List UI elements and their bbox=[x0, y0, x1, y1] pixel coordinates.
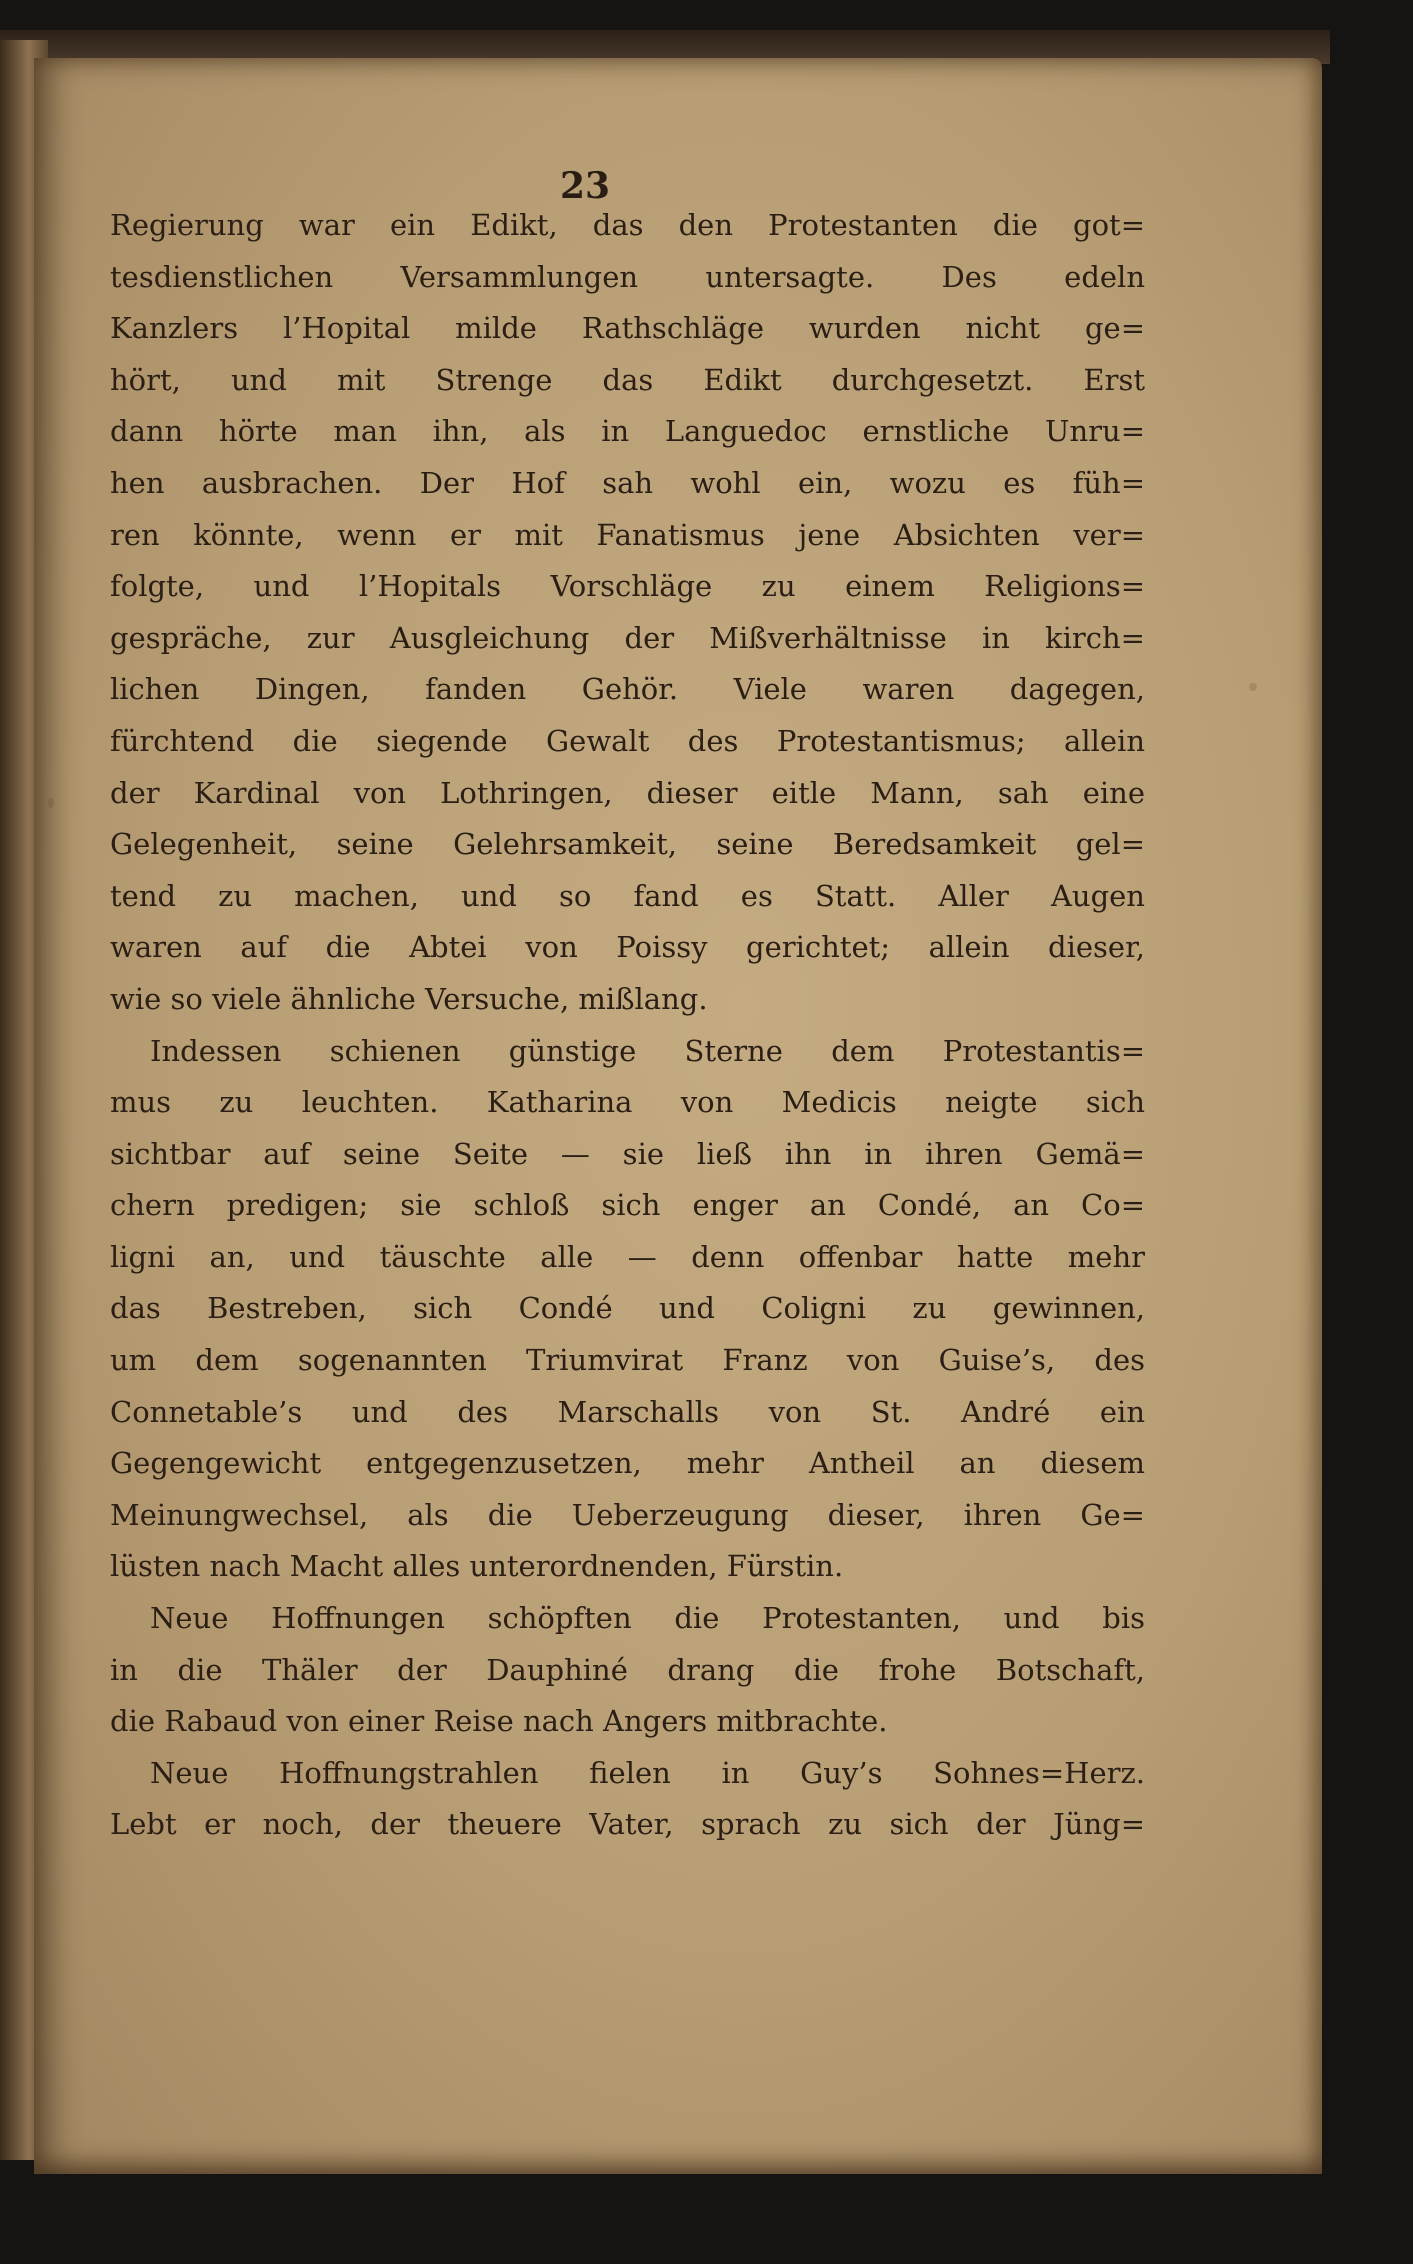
text-line: dann hörte man ihn, als in Languedoc ernstliche Unru= bbox=[110, 414, 1145, 449]
text-line: um dem sogenannten Triumvirat Franz von Guise’s, des bbox=[110, 1343, 1145, 1378]
text-line: hört, und mit Strenge das Edikt durchgesetzt. Erst bbox=[110, 362, 1145, 397]
text-line: Connetable’s und des Marschalls von St. André ein bbox=[110, 1394, 1145, 1429]
text-line: tesdienstlichen Versammlungen untersagte. Des edeln bbox=[110, 259, 1145, 294]
text-line: chern predigen; sie schloß sich enger an Condé, an Co= bbox=[110, 1188, 1145, 1223]
text-line: mus zu leuchten. Katharina von Medicis neigte sich bbox=[110, 1085, 1145, 1120]
text-line: lichen Dingen, fanden Gehör. Viele waren dagegen, bbox=[110, 672, 1145, 707]
text-line: wie so viele ähnliche Versuche, mißlang. bbox=[110, 981, 708, 1016]
text-line: hen ausbrachen. Der Hof sah wohl ein, wozu es füh= bbox=[110, 465, 1145, 500]
text-line: die Rabaud von einer Reise nach Angers mitbrachte. bbox=[110, 1704, 888, 1739]
text-line: in die Thäler der Dauphiné drang die frohe Botschaft, bbox=[110, 1652, 1145, 1687]
text-line: folgte, und l’Hopitals Vorschläge zu einem Religions= bbox=[110, 569, 1145, 604]
text-line: Kanzlers l’Hopital milde Rathschläge wurden nicht ge= bbox=[110, 311, 1145, 346]
text-line: lüsten nach Macht alles unterordnenden, Fürstin. bbox=[110, 1549, 844, 1584]
text-line: Neue Hoffnungen schöpften die Protestanten, und bis bbox=[150, 1601, 1145, 1636]
text-line: Gelegenheit, seine Gelehrsamkeit, seine Beredsamkeit gel= bbox=[110, 827, 1145, 862]
text-line: Meinungwechsel, als die Ueberzeugung dieser, ihren Ge= bbox=[110, 1497, 1145, 1532]
text-line: Indessen schienen günstige Sterne dem Protestantis= bbox=[150, 1033, 1145, 1068]
text-line: ren könnte, wenn er mit Fanatismus jene Absichten ver= bbox=[110, 517, 1145, 552]
text-line: der Kardinal von Lothringen, dieser eitle Mann, sah eine bbox=[110, 775, 1145, 810]
text-line: das Bestreben, sich Condé und Coligni zu gewinnen, bbox=[110, 1291, 1145, 1326]
ink-speck bbox=[1249, 683, 1257, 691]
text-line: waren auf die Abtei von Poissy gerichtet; allein dieser, bbox=[110, 930, 1145, 965]
text-line: Gegengewicht entgegenzusetzen, mehr Antheil an diesem bbox=[110, 1446, 1145, 1481]
ink-speck bbox=[48, 798, 54, 808]
text-line: sichtbar auf seine Seite — sie ließ ihn in ihren Gemä= bbox=[110, 1136, 1145, 1171]
page-number: 23 bbox=[560, 165, 611, 207]
text-line: Lebt er noch, der theuere Vater, sprach zu sich der Jüng= bbox=[110, 1807, 1145, 1842]
text-line: ligni an, und täuschte alle — denn offenbar hatte mehr bbox=[110, 1239, 1145, 1274]
text-line: tend zu machen, und so fand es Statt. Aller Augen bbox=[110, 878, 1145, 913]
text-line: fürchtend die siegende Gewalt des Protestantismus; allein bbox=[110, 723, 1145, 758]
text-line: gespräche, zur Ausgleichung der Mißverhältnisse in kirch= bbox=[110, 620, 1145, 655]
page-text bbox=[110, 200, 1145, 1851]
text-line: Neue Hoffnungstrahlen fielen in Guy’s Sohnes=Herz. bbox=[150, 1755, 1145, 1790]
text-line: Regierung war ein Edikt, das den Protestanten die got= bbox=[110, 208, 1145, 242]
